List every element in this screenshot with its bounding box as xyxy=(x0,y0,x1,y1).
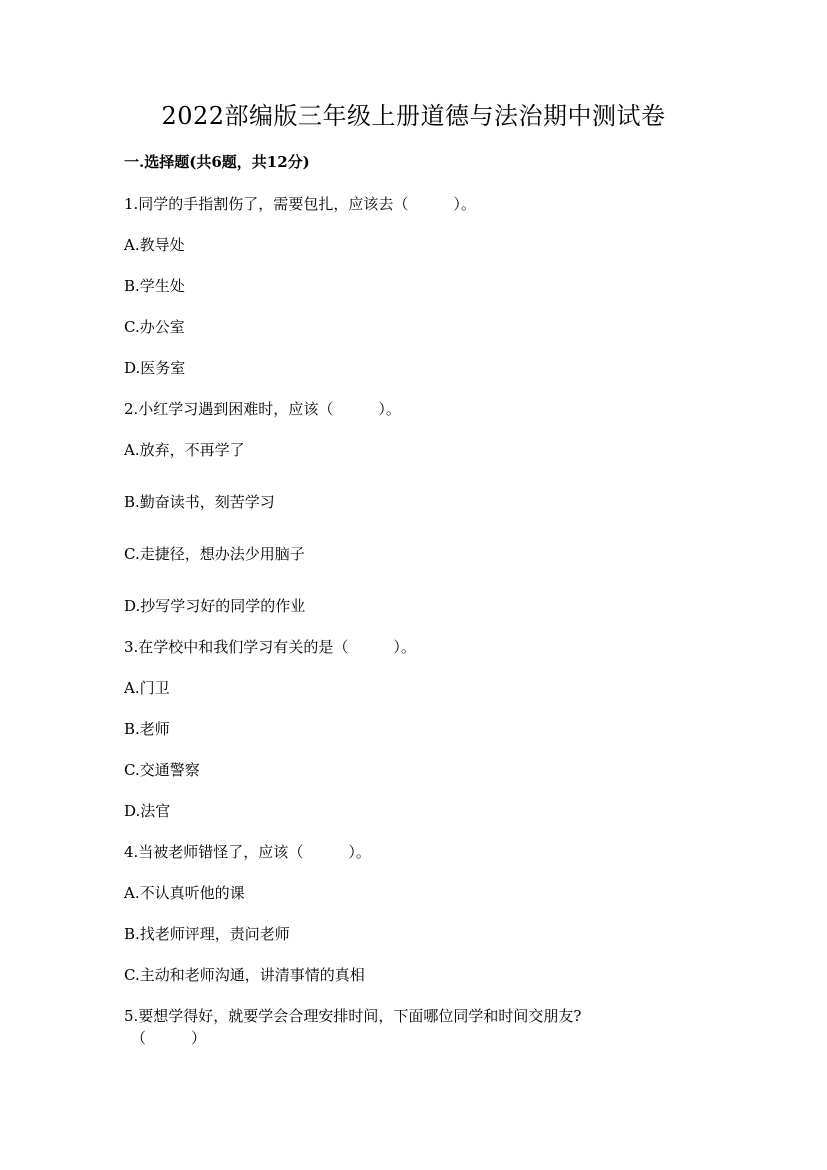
answer-option: A.放弃，不再学了 xyxy=(124,441,245,459)
answer-option: B.勤奋读书，刻苦学习 xyxy=(124,493,275,511)
answer-option: C.主动和老师沟通，讲清事情的真相 xyxy=(124,966,365,984)
question-stem: 3.在学校中和我们学习有关的是（ ）。 xyxy=(124,638,416,656)
answer-option: D.医务室 xyxy=(124,359,186,377)
answer-option: B.学生处 xyxy=(124,277,185,295)
answer-option: A.教导处 xyxy=(124,236,185,254)
question-stem: 2.小红学习遇到困难时，应该（ ）。 xyxy=(124,400,401,418)
question-stem: 4.当被老师错怪了，应该（ ）。 xyxy=(124,843,371,861)
answer-option: D.法官 xyxy=(124,802,171,820)
answer-option: C.办公室 xyxy=(124,318,185,336)
question-stem: 5.要想学得好，就要学会合理安排时间，下面哪位同学和时间交朋友? xyxy=(124,1007,582,1025)
answer-option: B.找老师评理，责问老师 xyxy=(124,925,290,943)
answer-blank: （ ） xyxy=(131,1029,207,1047)
answer-option: A.门卫 xyxy=(124,679,170,697)
question-stem: 1.同学的手指割伤了，需要包扎，应该去（ ）。 xyxy=(124,195,476,213)
answer-option: C.交通警察 xyxy=(124,761,200,779)
page-title: 2022部编版三年级上册道德与法治期中测试卷 xyxy=(161,102,666,130)
answer-option: C.走捷径，想办法少用脑子 xyxy=(124,545,305,563)
answer-option: A.不认真听他的课 xyxy=(124,884,245,902)
section-heading: 一.选择题(共6题，共12分) xyxy=(124,153,310,171)
answer-option: B.老师 xyxy=(124,720,170,738)
answer-option: D.抄写学习好的同学的作业 xyxy=(124,597,306,615)
